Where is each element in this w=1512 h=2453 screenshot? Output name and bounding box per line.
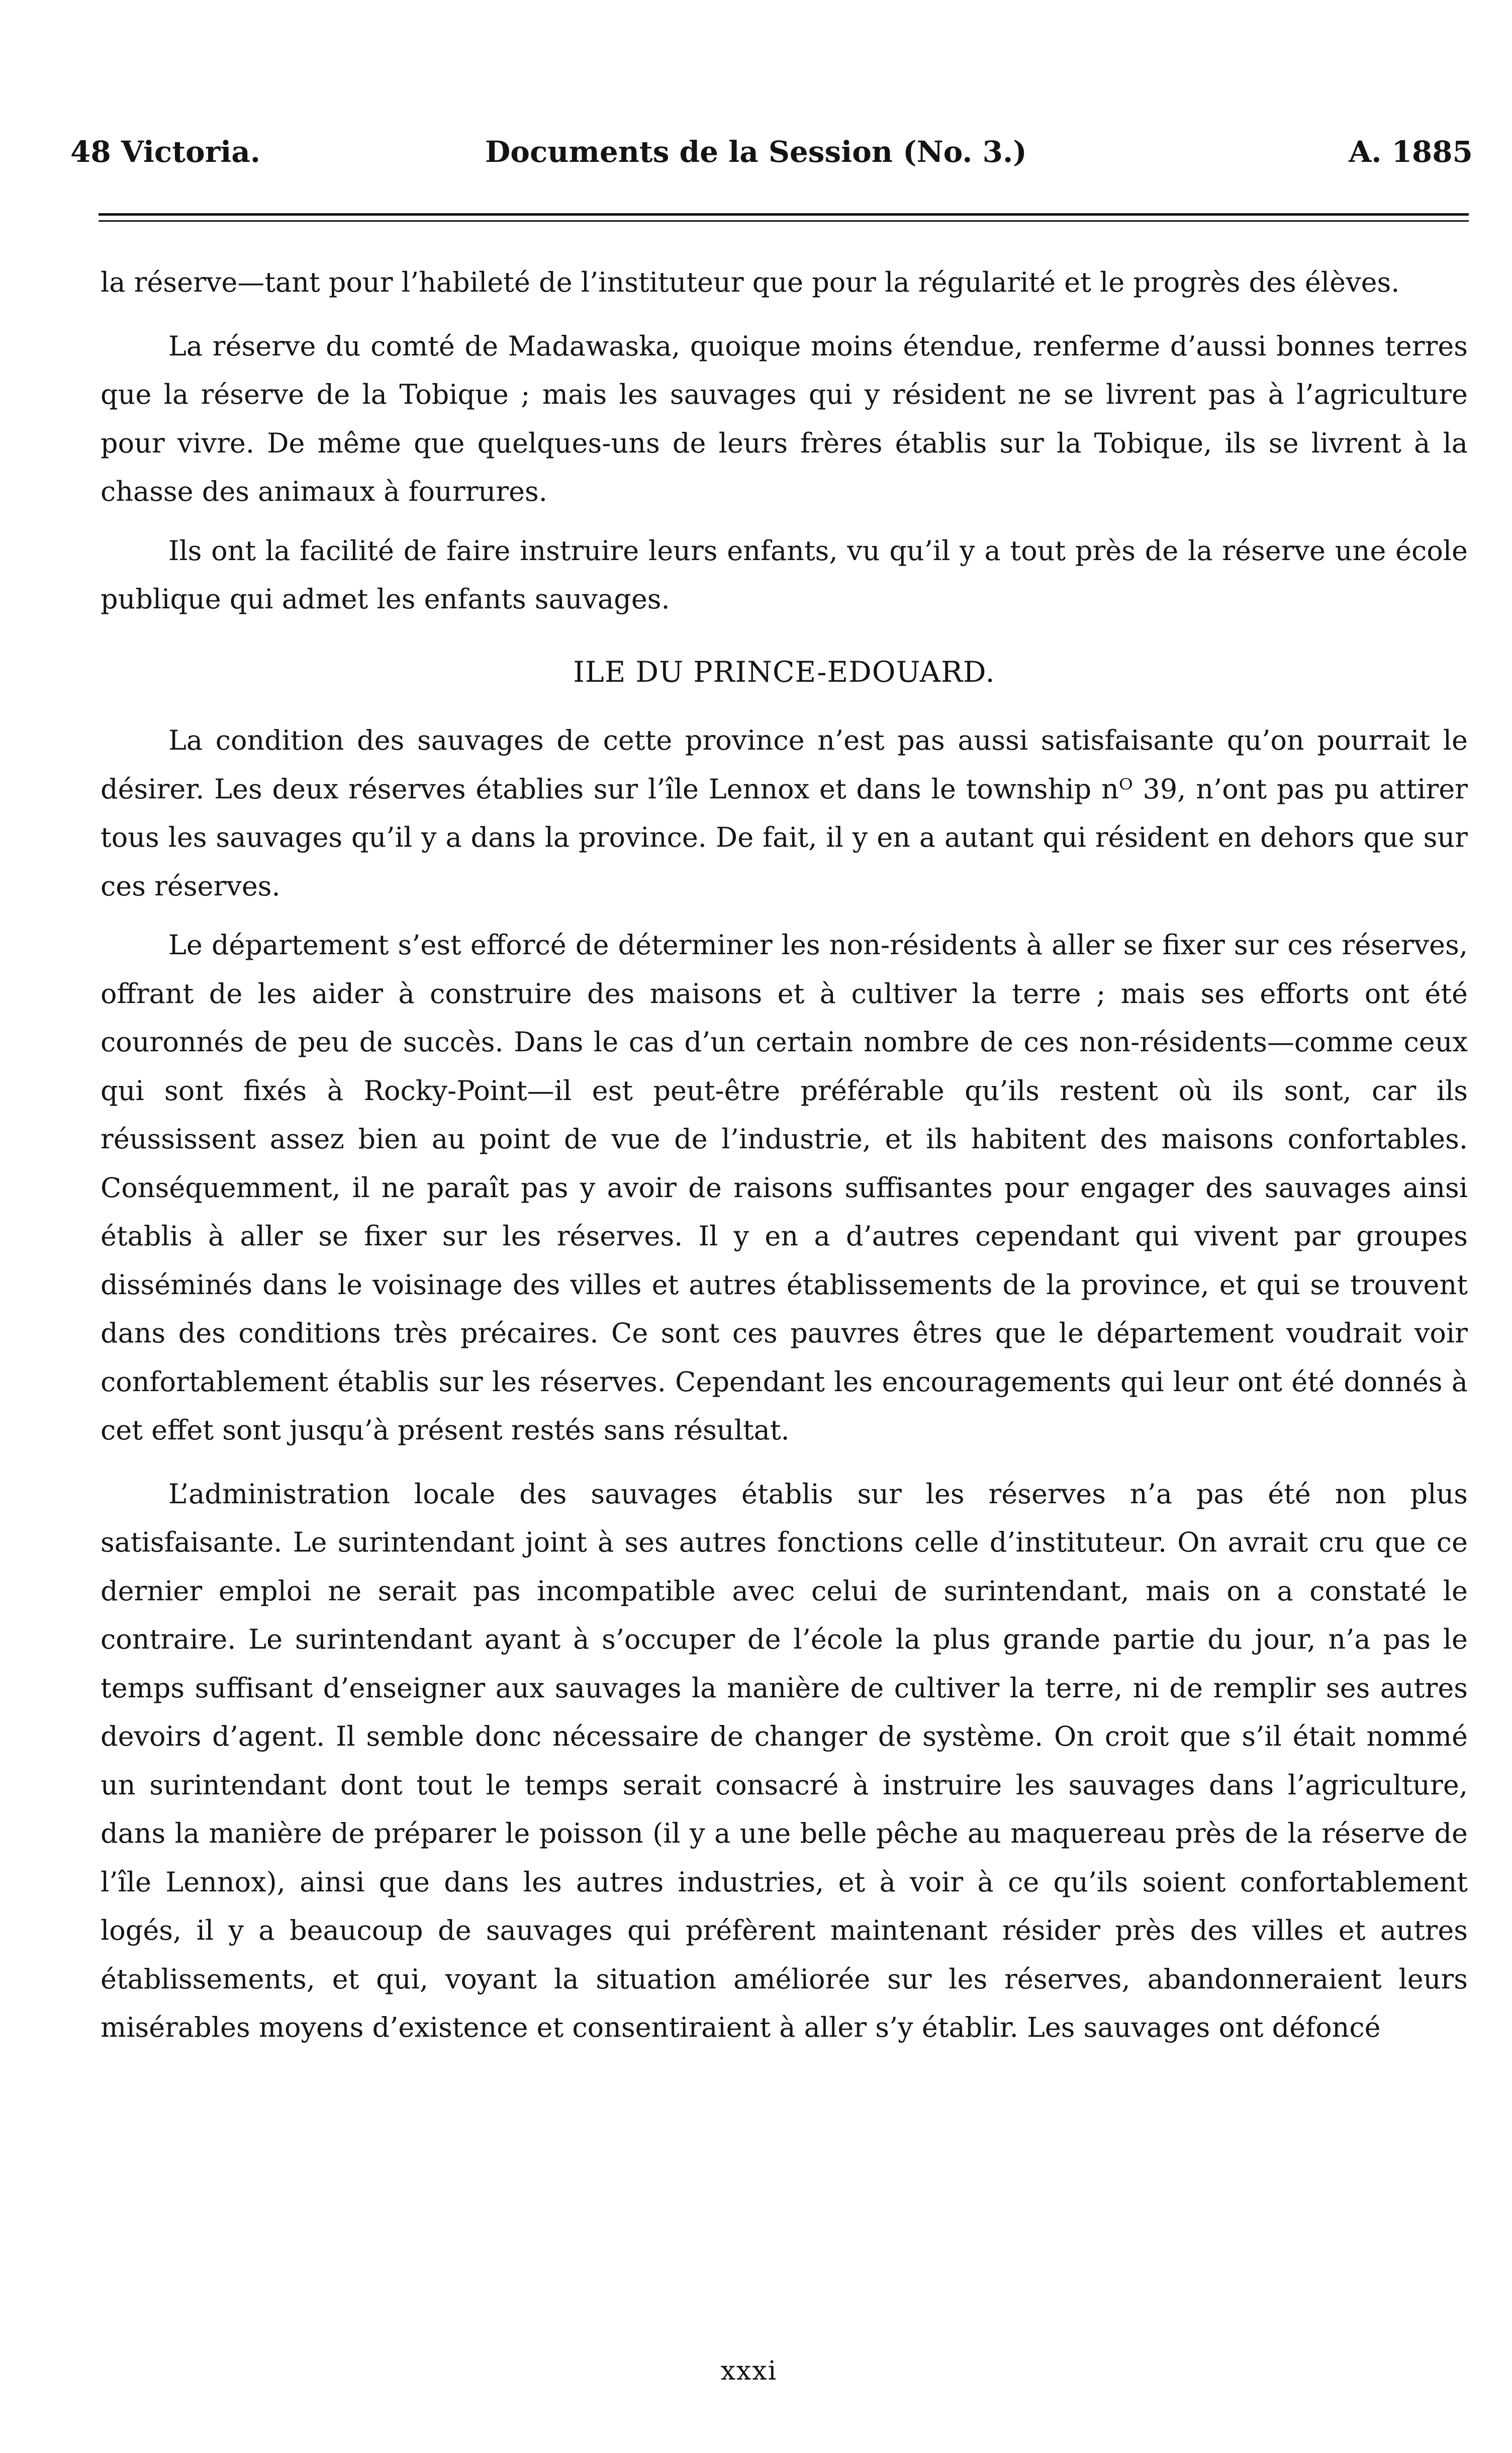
paragraph-continuation: la réserve—tant pour l’habileté de l’instituteur que pour la régularité et le progrès des élèves.: [101, 266, 1400, 298]
section-heading: ILE DU PRINCE-EDOUARD.: [573, 655, 995, 689]
header-year: A. 1885: [1349, 135, 1473, 169]
header-rule-thin: [99, 220, 1469, 222]
page-folio: xxxi: [720, 2356, 778, 2386]
paragraph-administration: L’administration locale des sauvages établis sur les réserves n’a pas été non plus satisfaisante. Le surintendant joint à ses autres fonctions celle d’instituteur. On avrait cru que ce dernier emploi ne serait pas incompatible avec celui de surintendant, mais on a constaté le contraire. Le surintendant ayant à s’occuper de l’école la plus grande partie du jour, n’a pas le temps suffisant d’enseigner aux sauvages la manière de cultiver la terre, ni de remplir ses autres devoirs d’agent. Il semble donc nécessaire de changer de système. On croit que s’il était nommé un surintendant dont tout le temps serait consacré à instruire les sauvages dans l’agriculture, dans la manière de préparer le poisson (il y a une belle pêche au maquereau près de la réserve de l’île Lennox), ainsi que dans les autres industries, et à voir à ce qu’ils soient confortablement logés, il y a beaucoup de sauvages qui préfèrent maintenant résider près des villes et autres établissements, et qui, voyant la situation améliorée sur les réserves, abandonneraient leurs misérables moyens d’existence et consentiraient à aller s’y établir. Les sauvages ont défoncé: [101, 1478, 1468, 2043]
paragraph-madawaska: La réserve du comté de Madawaska, quoique moins étendue, renferme d’aussi bonnes terres que la réserve de la Tobique ; mais les sauvages qui y résident ne se livrent pas à l’agriculture pour vivre. De même que quelques-uns de leurs frères établis sur la Tobique, ils se livrent à la chasse des animaux à fourrures.: [101, 330, 1468, 507]
header-title: Documents de la Session (No. 3.): [485, 135, 1027, 169]
paragraph-school: Ils ont la facilité de faire instruire leurs enfants, vu qu’il y a tout près de la réserve une école publique qui admet les enfants sauvages.: [101, 534, 1468, 615]
body-text: [101, 258, 1468, 2052]
running-header: [70, 135, 1473, 180]
paragraph-condition: La condition des sauvages de cette province n’est pas aussi satisfaisante qu’on pourrait le désirer. Les deux réserves établies sur l’île Lennox et dans le township nᴼ 39, n’ont pas pu attirer tous les sauvages qu’il y a dans la province. De fait, il y en a autant qui résident en dehors que sur ces réserves.: [101, 724, 1468, 902]
header-volume: 48 Victoria.: [70, 135, 261, 169]
header-rule-thick: [99, 213, 1469, 216]
paragraph-department: Le département s’est efforcé de déterminer les non-résidents à aller se fixer sur ces réserves, offrant de les aider à construire des maisons et à cultiver la terre ; mais ses efforts ont été couronnés de peu de succès. Dans le cas d’un certain nombre de ces non-résidents—comme ceux qui sont fixés à Rocky-Point—il est peut-être préférable qu’ils restent où ils sont, car ils réussissent assez bien au point de vue de l’industrie, et ils habitent des maisons confortables. Conséquemment, il ne paraît pas y avoir de raisons suffisantes pour engager des sauvages ainsi établis à aller se fixer sur les réserves. Il y en a d’autres cependant qui vivent par groupes disséminés dans le voisinage des villes et autres établissements de la province, et qui se trouvent dans des conditions très précaires. Ce sont ces pauvres êtres que le département voudrait voir confortablement établis sur les réserves. Cependant les encouragements qui leur ont été donnés à cet effet sont jusqu’à présent restés sans résultat.: [101, 929, 1468, 1446]
